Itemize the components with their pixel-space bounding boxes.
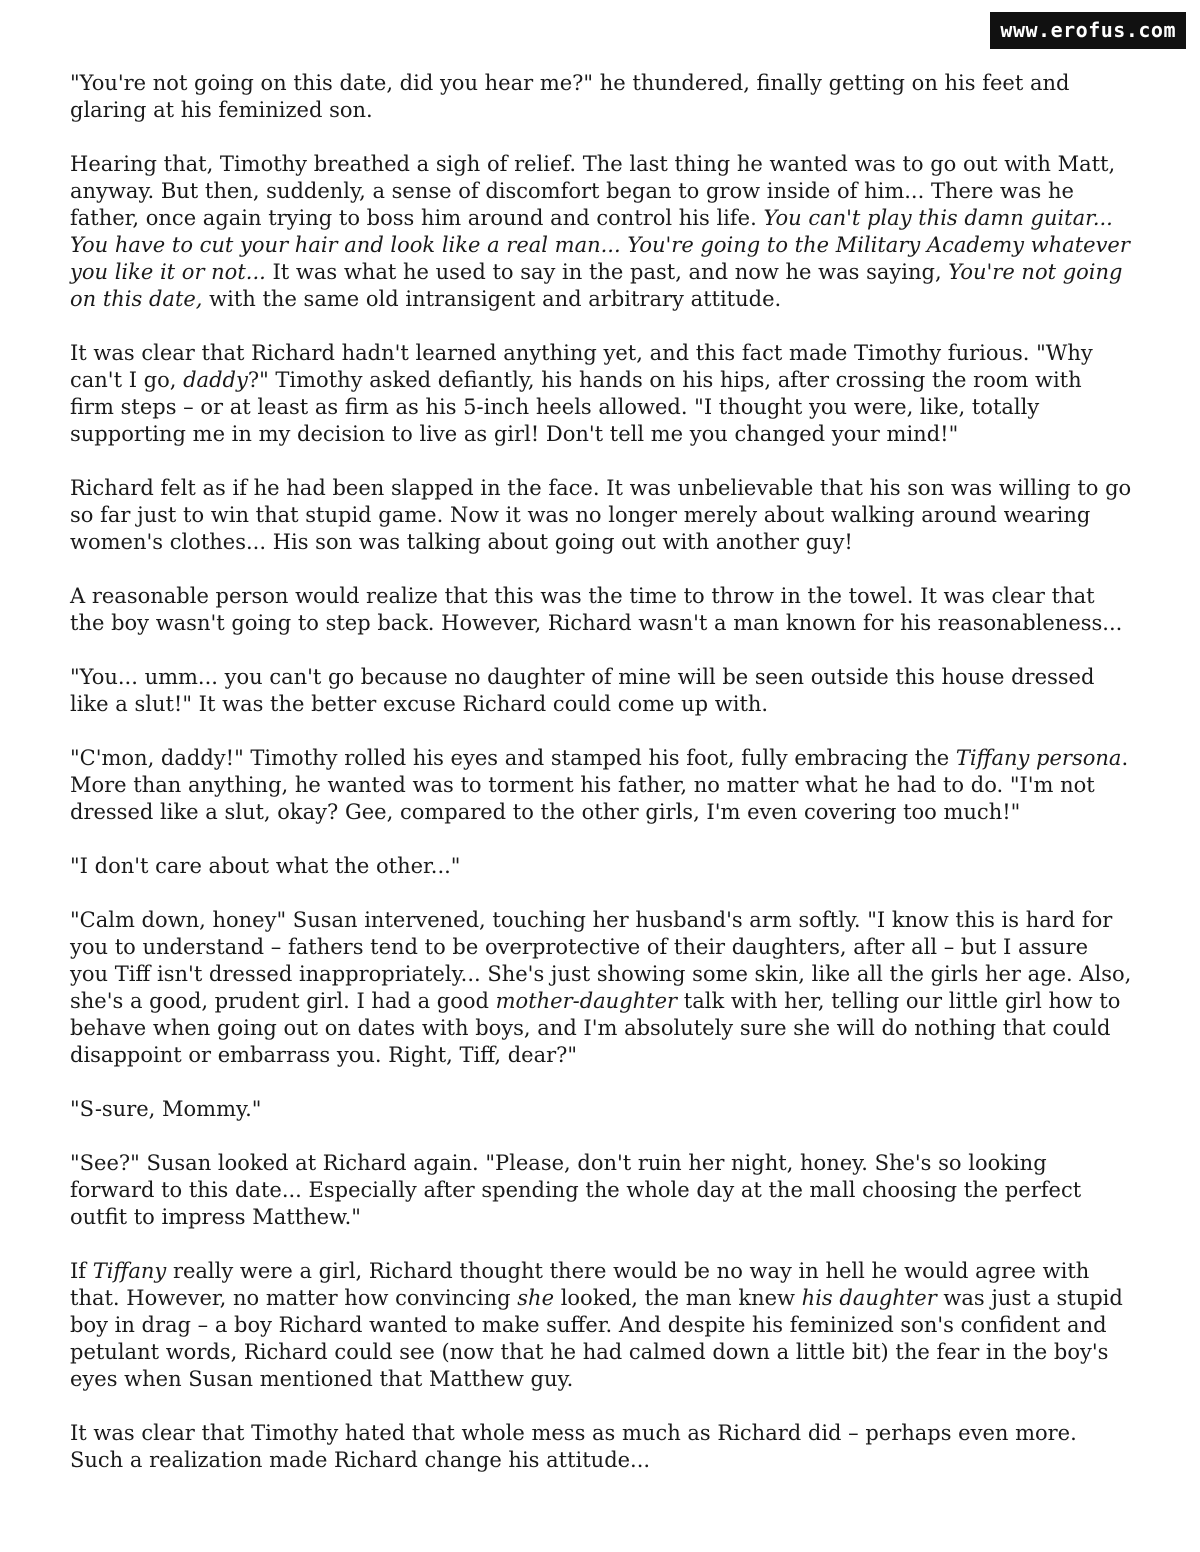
text-run: really were a girl, Richard thought there would be no way in hell he would agree with that. However, no matter how convincing	[70, 1259, 1090, 1310]
italic-text: mother-daughter	[495, 989, 678, 1013]
text-run: "You're not going on this date, did you hear me?" he thundered, finally getting on his feet and glaring at his feminized son.	[70, 71, 1070, 122]
watermark: www.erofus.com	[990, 12, 1186, 49]
text-run: A reasonable person would realize that this was the time to throw in the towel. It was clear that the boy wasn't going to step back. However, Richard wasn't a man known for his reasonableness...	[70, 584, 1123, 635]
paragraph-8	[70, 853, 1132, 880]
paragraph-1	[70, 70, 1132, 124]
text-run: It was what he used to say in the past, and now he was saying,	[265, 260, 949, 284]
text-run: ?" Timothy asked defiantly, his hands on his hips, after crossing the room with firm steps – or at least as firm as his 5-inch heels allowed. "I thought you were, like, totally supporting me in my decision to live as girl! Don't tell me you changed your mind!"	[70, 368, 1082, 446]
paragraph-9	[70, 907, 1132, 1069]
paragraph-5	[70, 583, 1132, 637]
text-run: talk with her, telling our little girl how to behave when going out on dates with boys, and I'm absolutely sure she will do nothing that could disappoint or embarrass you. Right, Tiff, dear?"	[70, 989, 1121, 1067]
italic-text: You're not going on this date,	[70, 260, 1123, 311]
text-run: "Calm down, honey" Susan intervened, touching her husband's arm softly. "I know this is hard for you to understand – fathers tend to be overprotective of their daughters, after all – but I assure you Tiff isn't dressed inappropriately... She's just showing some skin, like all the girls her age. Also, she's a good, prudent girl. I had a good	[70, 908, 1132, 1013]
italic-text: daddy	[183, 368, 248, 392]
italic-text: Tiffany persona	[955, 746, 1122, 770]
italic-text: You can't play this damn guitar... You have to cut your hair and look like a real man... You're going to the Military Academy whatever you like it or not...	[70, 206, 1130, 284]
paragraph-12	[70, 1258, 1132, 1393]
document-page	[70, 70, 1132, 1501]
text-run: "You... umm... you can't go because no daughter of mine will be seen outside this house dressed like a slut!" It was the better excuse Richard could come up with.	[70, 665, 1095, 716]
text-run: "See?" Susan looked at Richard again. "Please, don't ruin her night, honey. She's so looking forward to this date... Especially after spending the whole day at the mall choosing the perfect outfit to impress Matthew."	[70, 1151, 1082, 1229]
text-run: was just a stupid boy in drag – a boy Richard wanted to make suffer. And despite his feminized son's confident and petulant words, Richard could see (now that he had calmed down a little bit) the fear in the boy's eyes when Susan mentioned that Matthew guy.	[70, 1286, 1123, 1391]
italic-text: his daughter	[801, 1286, 937, 1310]
italic-text: she	[517, 1286, 555, 1310]
text-run: "I don't care about what the other..."	[70, 854, 461, 878]
italic-text: Tiffany	[92, 1259, 167, 1283]
paragraph-3	[70, 340, 1132, 448]
text-run: looked, the man knew	[554, 1286, 802, 1310]
paragraph-2	[70, 151, 1132, 313]
text-run: Hearing that, Timothy breathed a sigh of relief. The last thing he wanted was to go out with Matt, anyway. But then, suddenly, a sense of discomfort began to grow inside of him... There was he father, once again trying to boss him around and control his life.	[70, 152, 1116, 230]
paragraph-11	[70, 1150, 1132, 1231]
paragraph-4	[70, 475, 1132, 556]
paragraph-10	[70, 1096, 1132, 1123]
text-run: "C'mon, daddy!" Timothy rolled his eyes and stamped his foot, fully embracing the	[70, 746, 956, 770]
text-run: with the same old intransigent and arbitrary attitude.	[202, 287, 782, 311]
text-run: It was clear that Timothy hated that whole mess as much as Richard did – perhaps even more. Such a realization made Richard change his attitude...	[70, 1421, 1077, 1472]
text-run: . More than anything, he wanted was to torment his father, no matter what he had to do. "I'm not dressed like a slut, okay? Gee, compared to the other girls, I'm even covering too much!"	[70, 746, 1129, 824]
text-run: Richard felt as if he had been slapped in the face. It was unbelievable that his son was willing to go so far just to win that stupid game. Now it was no longer merely about walking around wearing women's clothes... His son was talking about going out with another guy!	[70, 476, 1132, 554]
paragraph-7	[70, 745, 1132, 826]
paragraph-13	[70, 1420, 1132, 1474]
text-run: It was clear that Richard hadn't learned anything yet, and this fact made Timothy furious. "Why can't I go,	[70, 341, 1093, 392]
paragraph-6	[70, 664, 1132, 718]
text-run: "S-sure, Mommy."	[70, 1097, 262, 1121]
text-run: If	[70, 1259, 93, 1283]
